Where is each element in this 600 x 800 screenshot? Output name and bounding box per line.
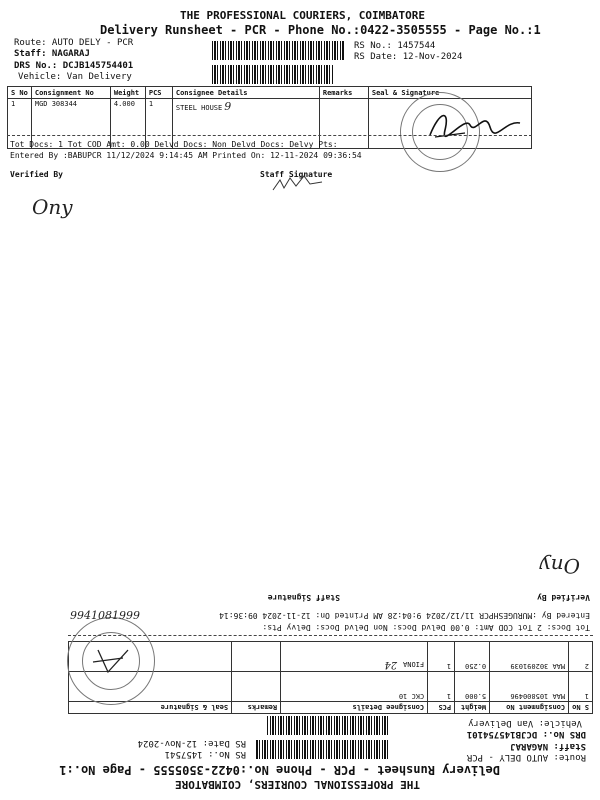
cell-weight: 5.000	[455, 672, 490, 702]
col-consignee: Consignee Details	[172, 87, 319, 99]
staff: Staff: NAGARAJ	[510, 741, 586, 751]
entered-by-line: Entered By :MURUGESHPCR 11/12/2024 9:04:28 AM Printed On: 12-11-2024 09:36:14	[219, 611, 590, 620]
cell-weight: 4.000	[110, 99, 145, 149]
barcode-rs	[256, 740, 388, 759]
handwritten-phone: 9941081999	[70, 609, 140, 622]
totals-line: Tot Docs: 1 Tot COD Amt: 0.00 Delvd Docs: Non Delvd Docs: Delvy Pts:	[10, 140, 338, 149]
col-remarks: Remarks	[319, 87, 368, 99]
staff-signature-label: Staff Signature	[260, 170, 333, 179]
drs-number: DRS No.: DCJB145754401	[14, 61, 134, 71]
company-title: THE PROFESSIONAL COURIERS, COIMBATORE	[174, 778, 420, 791]
handwritten-mark: 9	[224, 100, 232, 113]
col-sno: S No	[569, 702, 593, 714]
cell-pcs: 1	[145, 99, 172, 149]
route: Route: AUTO DELY - PCR	[466, 752, 586, 762]
col-seal: Seal & Signature	[69, 702, 232, 714]
cell-consignee: CKC 10	[281, 672, 428, 702]
vehicle: Vehicle: Van Delivery	[18, 72, 132, 82]
cell-consignment: MGD 308344	[31, 99, 110, 149]
rs-number: RS No.: 1457544	[354, 41, 436, 51]
drs-number: DRS No.: DCJB145754101	[466, 729, 586, 739]
delivery-signature	[78, 640, 138, 680]
separator	[7, 135, 532, 136]
cell-consignment: MAA 302091039	[490, 642, 569, 672]
col-consignment: Consignment No	[490, 702, 569, 714]
verified-initials: Ony	[32, 195, 73, 219]
cell-remarks	[232, 672, 281, 702]
col-sno: S No	[8, 87, 32, 99]
rs-number: RS No.: 1457541	[164, 749, 246, 759]
cell-weight: 0.250	[455, 642, 490, 672]
entered-by-line: Entered By :BABUPCR 11/12/2024 9:14:45 AM Printed On: 12-11-2024 09:36:54	[10, 151, 362, 160]
rs-date: RS Date: 12-Nov-2024	[137, 738, 246, 748]
route: Route: AUTO DELY - PCR	[14, 38, 134, 48]
vehicle: Vehicle: Van Delivery	[468, 718, 582, 728]
handwritten-mark: 24	[384, 659, 398, 670]
delivery-signature	[425, 105, 525, 145]
col-consignee: Consignee Details	[281, 702, 428, 714]
cell-remarks	[232, 642, 281, 672]
consignee-text: FIONA	[403, 660, 425, 668]
verified-by-label: Verified By	[10, 170, 63, 179]
cell-pcs: 1	[428, 672, 455, 702]
rs-date: RS Date: 12-Nov-2024	[354, 52, 463, 62]
runsheet-title: Delivery Runsheet - PCR - Phone No.:0422-3505555 - Page No.:1	[59, 763, 500, 777]
cell-pcs: 1	[428, 642, 455, 672]
runsheet-bottom	[0, 400, 600, 800]
cell-consignment: MAA 105800496	[490, 672, 569, 702]
cell-sno: 1	[8, 99, 32, 149]
barcode-drs	[212, 65, 334, 84]
staff-signature-label: Staff Signature	[267, 593, 340, 602]
col-pcs: PCS	[145, 87, 172, 99]
col-weight: Weight	[110, 87, 145, 99]
totals-line: Tot Docs: 2 Tot COD Amt: 0.00 Delvd Docs: Non Delvd Docs: Delvy Pts:	[262, 623, 590, 632]
staff: Staff: NAGARAJ	[14, 49, 90, 59]
consignee-text: STEEL HOUSE	[175, 104, 223, 112]
cell-sno: 2	[569, 642, 593, 672]
verified-initials: Ony	[539, 554, 580, 578]
barcode-drs	[266, 716, 388, 735]
staff-signature	[270, 172, 330, 194]
col-weight: Weight	[455, 702, 490, 714]
barcode-rs	[212, 41, 344, 60]
col-remarks: Remarks	[232, 702, 281, 714]
company-title: THE PROFESSIONAL COURIERS, COIMBATORE	[180, 9, 426, 22]
separator	[68, 635, 593, 636]
cell-consignee	[281, 642, 428, 672]
col-seal: Seal & Signature	[368, 87, 531, 99]
cell-sno: 1	[569, 672, 593, 702]
col-consignment: Consignment No	[31, 87, 110, 99]
verified-by-label: Verified By	[537, 593, 590, 602]
col-pcs: PCS	[428, 702, 455, 714]
runsheet-title: Delivery Runsheet - PCR - Phone No.:0422-3505555 - Page No.:1	[100, 23, 541, 37]
